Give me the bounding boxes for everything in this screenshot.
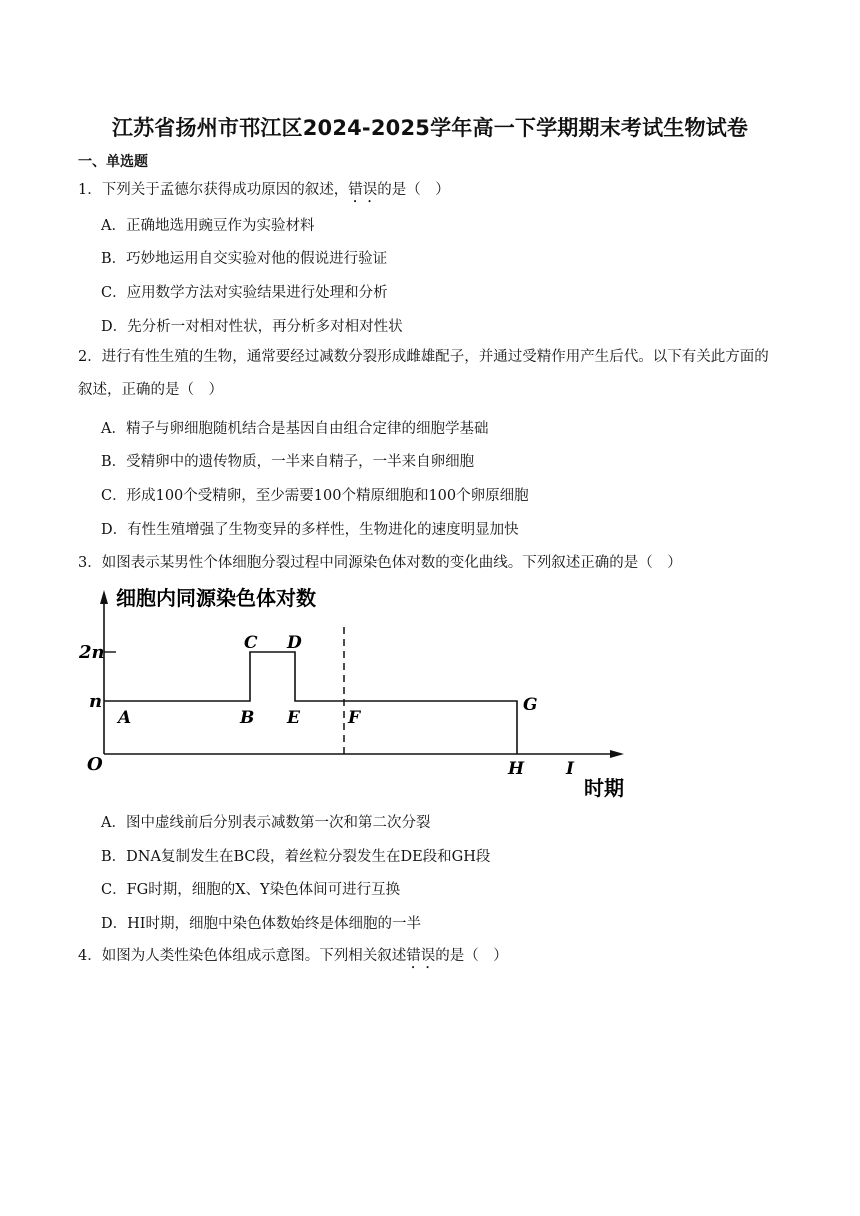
- question-3-option-a[interactable]: A．图中虚线前后分别表示减数第一次和第二次分裂: [101, 815, 431, 831]
- point-label-g: G: [523, 695, 538, 715]
- point-label-i: I: [566, 759, 574, 779]
- emphasis-text: 错误: [406, 948, 436, 964]
- question-3-option-d[interactable]: D．HI时期，细胞中染色体数始终是体细胞的一半: [101, 916, 421, 932]
- question-2-option-d[interactable]: D．有性生殖增强了生物变异的多样性，生物进化的速度明显加快: [101, 522, 519, 538]
- series-line: [104, 652, 517, 754]
- question-1-option-d[interactable]: D．先分析一对相对性状，再分析多对相对性状: [101, 319, 403, 335]
- x-axis-label: 时期: [584, 776, 624, 800]
- question-1-stem: 1．下列关于孟德尔获得成功原因的叙述，错误的是（ ）: [78, 182, 450, 198]
- point-label-e: E: [287, 708, 300, 728]
- question-2-option-a[interactable]: A．精子与卵细胞随机结合是基因自由组合定律的细胞学基础: [101, 421, 489, 437]
- point-label-b: B: [240, 708, 255, 728]
- question-1-option-c[interactable]: C．应用数学方法对实验结果进行处理和分析: [101, 285, 388, 301]
- x-axis-arrow-icon: [610, 750, 624, 758]
- point-label-c: C: [244, 633, 258, 653]
- point-label-h: H: [508, 759, 525, 779]
- section-heading: 一、单选题: [78, 154, 148, 170]
- question-2-option-c[interactable]: C．形成100个受精卵，至少需要100个精原细胞和100个卵原细胞: [101, 488, 529, 504]
- point-label-a: A: [118, 708, 132, 728]
- question-3-option-b[interactable]: B．DNA复制发生在BC段，着丝粒分裂发生在DE段和GH段: [101, 849, 491, 865]
- y-axis-label: 细胞内同源染色体对数: [116, 586, 316, 610]
- y-tick-label: n: [89, 691, 103, 712]
- point-label-f: F: [348, 708, 361, 728]
- emphasis-text: 错误: [348, 182, 378, 198]
- question-4-stem: 4．如图为人类性染色体组成示意图。下列相关叙述错误的是（ ）: [78, 948, 508, 964]
- document-title: 江苏省扬州市邗江区2024-2025学年高一下学期期末考试生物试卷: [111, 116, 749, 140]
- question-3-stem: 3．如图表示某男性个体细胞分裂过程中同源染色体对数的变化曲线。下列叙述正确的是（ ）: [78, 555, 682, 571]
- y-axis-arrow-icon: [100, 590, 108, 604]
- origin-label: O: [87, 754, 103, 775]
- question-1-option-b[interactable]: B．巧妙地运用自交实验对他的假说进行验证: [101, 251, 388, 267]
- question-2-stem: 2．进行有性生殖的生物，通常要经过减数分裂形成雌雄配子，并通过受精作用产生后代。以下有关此方面的叙述，正确的是（ ）: [78, 349, 769, 398]
- point-label-d: D: [287, 633, 302, 653]
- y-tick-label: 2n: [79, 642, 105, 663]
- question-1-option-a[interactable]: A．正确地选用豌豆作为实验材料: [101, 218, 315, 234]
- question-3-option-c[interactable]: C．FG时期，细胞的X、Y染色体间可进行互换: [101, 882, 401, 898]
- question-2-option-b[interactable]: B．受精卵中的遗传物质，一半来自精子，一半来自卵细胞: [101, 454, 475, 470]
